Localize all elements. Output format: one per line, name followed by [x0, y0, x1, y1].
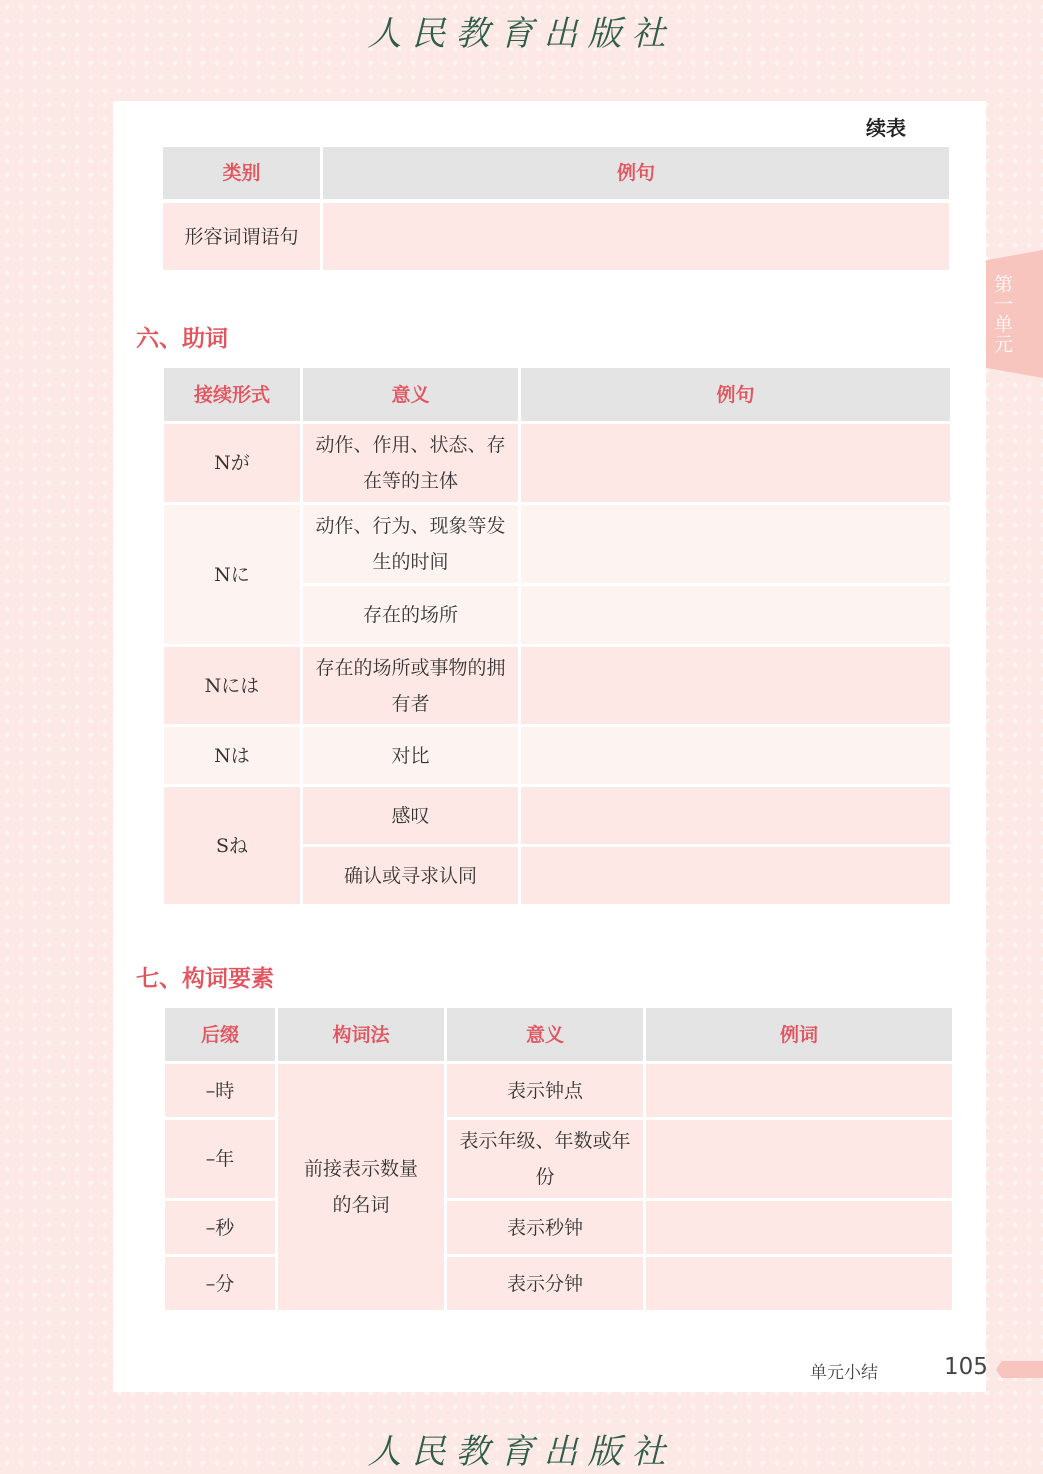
- meaning-cell: 表示分钟: [447, 1257, 643, 1310]
- meaning-cell: 存在的场所或事物的拥有者: [303, 647, 518, 724]
- meaning-cell: 确认或寻求认同: [303, 847, 518, 904]
- meaning-cell: 存在的场所: [303, 586, 518, 644]
- footer-section-label: 单元小结: [810, 1363, 878, 1383]
- page-number: 105: [944, 1354, 988, 1380]
- example-cell: [521, 647, 950, 724]
- example-word-cell: [646, 1201, 952, 1254]
- meaning-cell: 表示年级、年数或年份: [447, 1120, 643, 1198]
- header-formation: 构词法: [278, 1008, 444, 1061]
- form-cell: Sね: [164, 787, 300, 904]
- section-title-word-formation: 七、构词要素: [136, 966, 274, 992]
- header-example-word: 例词: [646, 1008, 952, 1061]
- page-edge-tab: [996, 1361, 1043, 1378]
- form-cell: Nに: [164, 505, 300, 644]
- example-cell: [521, 787, 950, 844]
- example-word-cell: [646, 1257, 952, 1310]
- example-word-cell: [646, 1064, 952, 1117]
- meaning-cell: 动作、行为、现象等发生的时间: [303, 505, 518, 583]
- example-cell: [521, 847, 950, 904]
- example-word-cell: [646, 1120, 952, 1198]
- suffix-cell: –分: [165, 1257, 275, 1310]
- suffix-cell: –時: [165, 1064, 275, 1117]
- example-cell: [521, 505, 950, 583]
- continued-label: 续表: [866, 116, 906, 140]
- form-cell: Nは: [164, 727, 300, 784]
- header-suffix: 后缀: [165, 1008, 275, 1061]
- unit-side-tab-label: 第一单元: [991, 274, 1013, 354]
- suffix-cell: –年: [165, 1120, 275, 1198]
- header-example: 例句: [323, 147, 949, 199]
- meaning-cell: 表示秒钟: [447, 1201, 643, 1254]
- example-cell: [521, 727, 950, 784]
- header-example: 例句: [521, 368, 950, 421]
- header-form: 接续形式: [164, 368, 300, 421]
- example-cell: [521, 586, 950, 644]
- header-category: 类别: [163, 147, 320, 199]
- publisher-logo-bottom: 人民教育出版社: [367, 1432, 676, 1472]
- suffix-cell: –秒: [165, 1201, 275, 1254]
- example-cell: [521, 424, 950, 502]
- header-meaning: 意义: [303, 368, 518, 421]
- meaning-cell: 表示钟点: [447, 1064, 643, 1117]
- table-row-category: 形容词谓语句: [163, 203, 320, 270]
- formation-cell: 前接表示数量的名词: [278, 1064, 444, 1310]
- section-title-particles: 六、助词: [136, 326, 228, 352]
- form-cell: Nが: [164, 424, 300, 502]
- meaning-cell: 动作、作用、状态、存在等的主体: [303, 424, 518, 502]
- meaning-cell: 感叹: [303, 787, 518, 844]
- publisher-logo-top: 人民教育出版社: [367, 14, 676, 54]
- form-cell: Nには: [164, 647, 300, 724]
- meaning-cell: 对比: [303, 727, 518, 784]
- table-row-example: [323, 203, 949, 270]
- header-meaning: 意义: [447, 1008, 643, 1061]
